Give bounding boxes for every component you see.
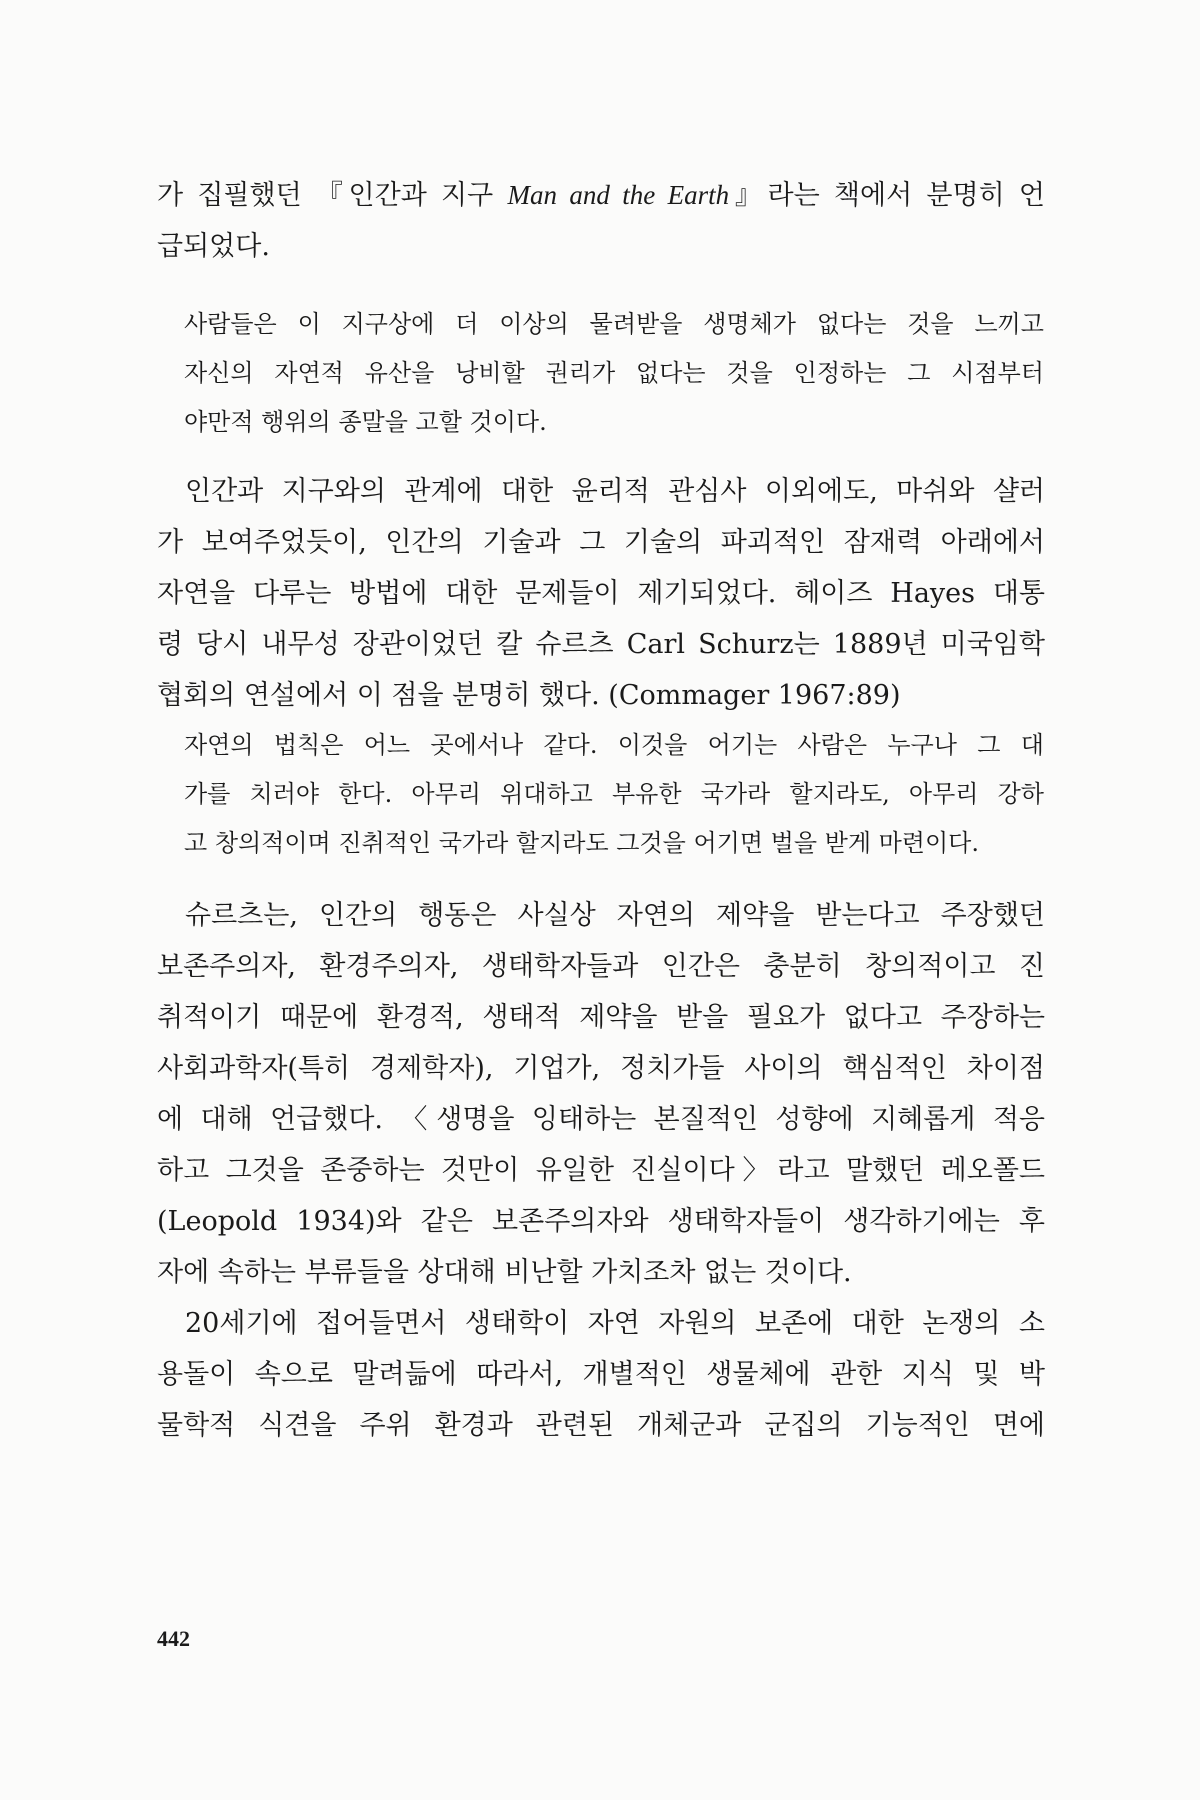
text-line: 사회과학자(특히 경제학자), 기업가, 정치가들 사이의 핵심적인 차이점	[157, 1053, 1045, 1084]
book-title-italic: Man and the Earth	[507, 180, 730, 210]
text-line: 야만적 행위의 종말을 고할 것이다.	[184, 408, 547, 436]
paragraph-4	[157, 1298, 1045, 1451]
text-line: 보존주의자, 환경주의자, 생태학자들과 인간은 충분히 창의적이고 진	[157, 951, 1045, 982]
text-line: 가 집필했던 『인간과 지구 Man and the Earth』라는 책에서 분명히 언	[157, 180, 1045, 211]
text-line: 20세기에 접어들면서 생태학이 자연 자원의 보존에 대한 논쟁의 소	[185, 1308, 1045, 1339]
text-line: 급되었다.	[157, 231, 270, 262]
text-line: 협회의 연설에서 이 점을 분명히 했다. (Commager 1967:89)	[157, 680, 901, 711]
block-quote-1	[184, 300, 1044, 447]
text-line: 용돌이 속으로 말려듦에 따라서, 개별적인 생물체에 관한 지식 및 박	[157, 1359, 1045, 1390]
text-line: 물학적 식견을 주위 환경과 관련된 개체군과 군집의 기능적인 면에	[157, 1410, 1045, 1441]
paragraph-3	[157, 890, 1045, 1298]
text-line: 하고 그것을 존중하는 것만이 유일한 진실이다〉라고 말했던 레오폴드	[157, 1155, 1045, 1186]
text-line: 자연의 법칙은 어느 곳에서나 같다. 이것을 어기는 사람은 누구나 그 대	[184, 731, 1044, 759]
paragraph-2	[157, 466, 1045, 721]
text-line: 령 당시 내무성 장관이었던 칼 슈르츠 Carl Schurz는 1889년 미국임학	[157, 629, 1045, 660]
text-line: 에 대해 언급했다. 〈생명을 잉태하는 본질적인 성향에 지혜롭게 적응	[157, 1104, 1045, 1135]
text-line: 가를 치러야 한다. 아무리 위대하고 부유한 국가라 할지라도, 아무리 강하	[184, 780, 1044, 808]
paragraph-1	[157, 170, 1045, 272]
text-line: 가 보여주었듯이, 인간의 기술과 그 기술의 파괴적인 잠재력 아래에서	[157, 527, 1045, 558]
text-line: 슈르츠는, 인간의 행동은 사실상 자연의 제약을 받는다고 주장했던	[185, 900, 1045, 931]
text-line: 취적이기 때문에 환경적, 생태적 제약을 받을 필요가 없다고 주장하는	[157, 1002, 1045, 1033]
text-line: 인간과 지구와의 관계에 대한 윤리적 관심사 이외에도, 마쉬와 샬러	[185, 476, 1045, 507]
text-line: 자에 속하는 부류들을 상대해 비난할 가치조차 없는 것이다.	[157, 1257, 852, 1288]
text-line: 자신의 자연적 유산을 낭비할 권리가 없다는 것을 인정하는 그 시점부터	[184, 359, 1044, 387]
page-number: 442	[157, 1626, 190, 1651]
text-line: 고 창의적이며 진취적인 국가라 할지라도 그것을 어기면 벌을 받게 마련이다.	[184, 829, 979, 857]
block-quote-2	[184, 721, 1044, 868]
text-line: 사람들은 이 지구상에 더 이상의 물려받을 생명체가 없다는 것을 느끼고	[184, 310, 1044, 338]
text-line: (Leopold 1934)와 같은 보존주의자와 생태학자들이 생각하기에는 후	[157, 1206, 1045, 1237]
text-line: 자연을 다루는 방법에 대한 문제들이 제기되었다. 헤이즈 Hayes 대통	[157, 578, 1045, 609]
